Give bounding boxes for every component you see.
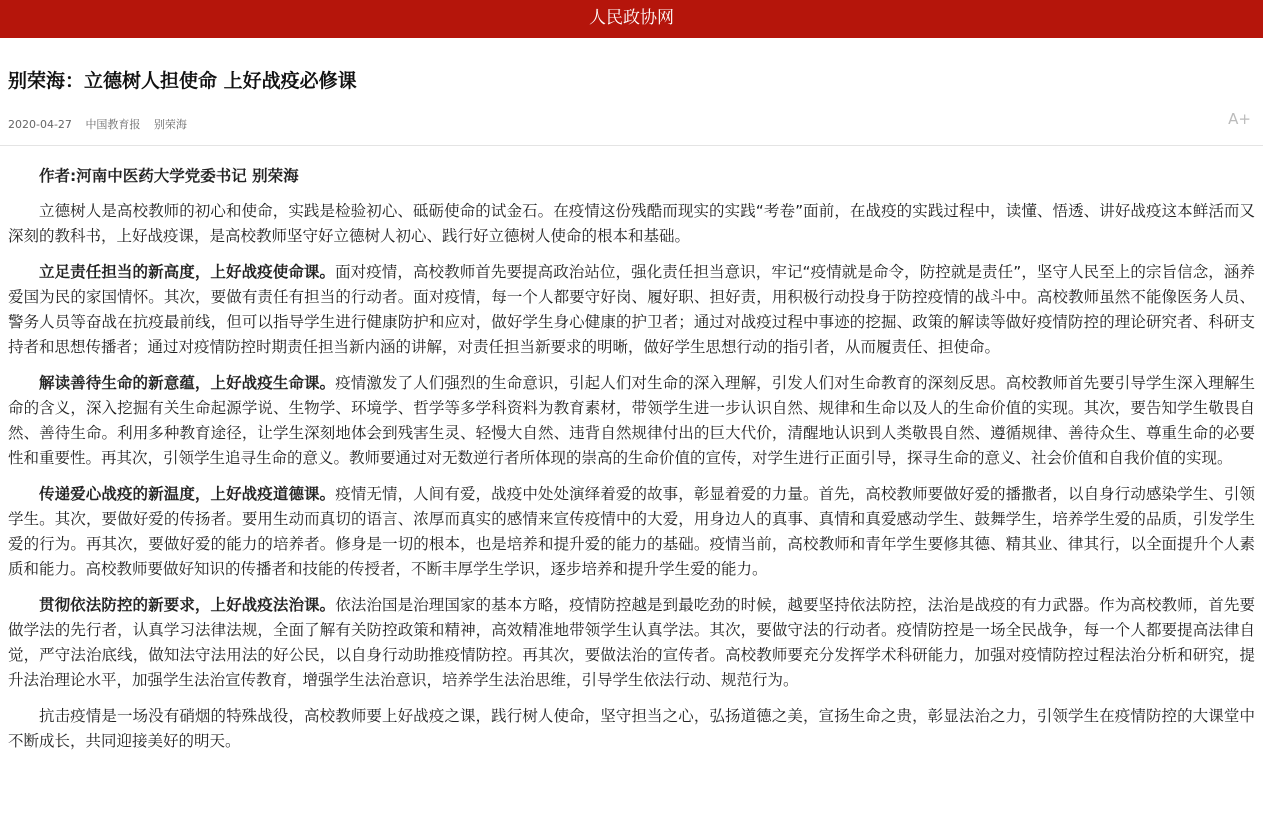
intro-paragraph: 立德树人是高校教师的初心和使命，实践是检验初心、砥砺使命的试金石。在疫情这份残酷而现实的实践“考卷”面前，在战疫的实践过程中，读懂、悟透、讲好战疫这本鲜活而又深刻的教科书，上好战疫课，是高校教师坚守好立德树人初心、践行好立德树人使命的根本和基础。 (8, 202, 1255, 245)
author-line: 作者:河南中医药大学党委书记 别荣海 (39, 167, 299, 185)
section-lead: 立足责任担当的新高度，上好战疫使命课。 (39, 263, 336, 281)
article-meta (8, 116, 197, 132)
conclusion-paragraph: 抗击疫情是一场没有硝烟的特殊战役，高校教师要上好战疫之课，践行树人使命，坚守担当之心，弘扬道德之美，宣扬生命之贵，彰显法治之力，引领学生在疫情防控的大课堂中不断成长，共同迎接美好的明天。 (8, 707, 1255, 750)
section-body: 面对疫情，高校教师首先要提高政治站位，强化责任担当意识，牢记“疫情就是命令，防控就是责任”，坚守人民至上的宗旨信念，涵养爱国为民的家国情怀。其次，要做有责任有担当的行动者。面对疫情，每一个人都要守好岗、履好职、担好责，用积极行动投身于防控疫情的战斗中。高校教师虽然不能像医务人员、警务人员等奋战在抗疫最前线，但可以指导学生进行健康防护和应对，做好学生身心健康的护卫者；通过对战疫过程中事迹的挖掘、政策的解读等做好疫情防控的理论研究者、科研支持者和思想传播者；通过对疫情防控时期责任担当新内涵的讲解，对责任担当新要求的明晰，做好学生思想行动的指引者，从而履责任、担使命。 (8, 263, 1255, 356)
section-body: 疫情无情，人间有爱，战疫中处处演绎着爱的故事，彰显着爱的力量。首先，高校教师要做好爱的播撒者，以自身行动感染学生、引领学生。其次，要做好爱的传扬者。要用生动而真切的语言、浓厚而真实的感情来宣传疫情中的大爱，用身边人的真事、真情和真爱感动学生、鼓舞学生，培养学生爱的品质，引发学生爱的行为。再其次，要做好爱的能力的培养者。修身是一切的根本，也是培养和提升爱的能力的基础。疫情当前，高校教师和青年学生要修其德、精其业、律其行，以全面提升个人素质和能力。高校教师要做好知识的传播者和技能的传授者，不断丰厚学生学识，逐步培养和提升学生爱的能力。 (8, 485, 1255, 578)
divider (0, 145, 1263, 146)
site-header (0, 0, 1263, 38)
author-name: 别荣海 (153, 118, 187, 131)
font-size-increase-button[interactable]: A+ (1228, 110, 1251, 128)
section-body: 依法治国是治理国家的基本方略，疫情防控越是到最吃劲的时候，越要坚持依法防控，法治是战疫的有力武器。作为高校教师，首先要做学法的先行者，认真学习法律法规，全面了解有关防控政策和精神，高效精准地带领学生认真学法。其次，要做守法的行动者。疫情防控是一场全民战争，每一个人都要提高法律自觉，严守法治底线，做知法守法用法的好公民，以自身行动助推疫情防控。再其次，要做法治的宣传者。高校教师要充分发挥学术科研能力，加强对疫情防控过程法治分析和研究，提升法治理论水平，加强学生法治宣传教育，增强学生法治意识，培养学生法治思维，引导学生依法行动、规范行为。 (8, 596, 1255, 689)
section-lead: 贯彻依法防控的新要求，上好战疫法治课。 (39, 596, 336, 614)
source-name: 中国教育报 (85, 118, 141, 131)
section-lead: 传递爱心战疫的新温度，上好战疫道德课。 (39, 485, 336, 503)
article-title: 别荣海：立德树人担使命 上好战疫必修课 (8, 70, 357, 92)
section-paragraph (8, 482, 1255, 582)
publish-date: 2020-04-27 (8, 118, 72, 131)
section-paragraph (8, 371, 1255, 471)
section-paragraph (8, 593, 1255, 693)
site-name[interactable]: 人民政协网 (589, 8, 674, 28)
article-body (8, 164, 1255, 765)
section-paragraph (8, 260, 1255, 360)
section-lead: 解读善待生命的新意蕴，上好战疫生命课。 (39, 374, 336, 392)
section-body: 疫情激发了人们强烈的生命意识，引起人们对生命的深入理解，引发人们对生命教育的深刻反思。高校教师首先要引导学生深入理解生命的含义，深入挖掘有关生命起源学说、生物学、环境学、哲学等多学科资料为教育素材，带领学生进一步认识自然、规律和生命以及人的生命价值的实现。其次，要告知学生敬畏自然、善待生命。利用多种教育途径，让学生深刻地体会到残害生灵、轻慢大自然、违背自然规律付出的巨大代价，清醒地认识到人类敬畏自然、遵循规律、善待众生、尊重生命的必要性和重要性。再其次，引领学生追寻生命的意义。教师要通过对无数逆行者所体现的崇高的生命价值的宣传，对学生进行正面引导，探寻生命的意义、社会价值和自我价值的实现。 (8, 374, 1255, 467)
